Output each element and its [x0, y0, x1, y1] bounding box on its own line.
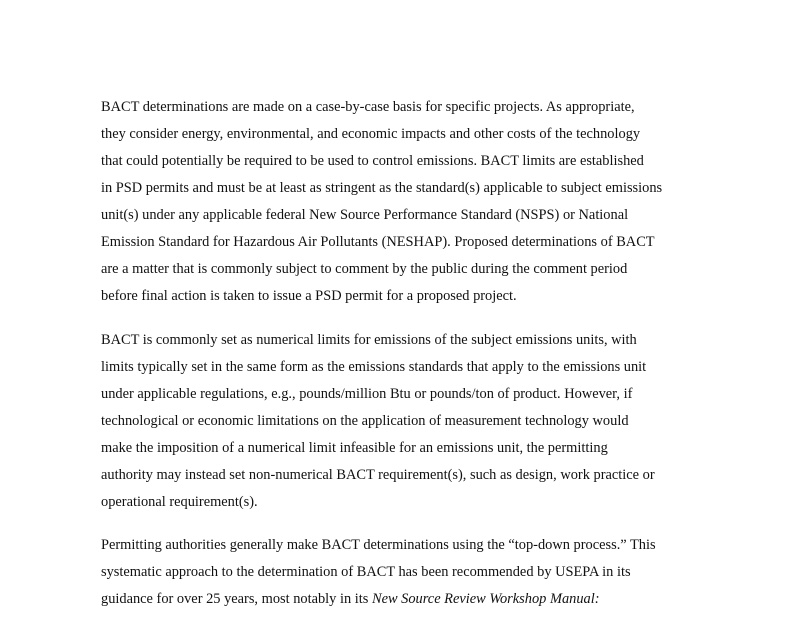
text-line: BACT determinations are made on a case-by-case basis for specific projects. As appropriate, [101, 99, 635, 115]
text-line: make the imposition of a numerical limit infeasible for an emissions unit, the permitting [101, 440, 608, 456]
manual-title: New Source Review Workshop Manual: [371, 591, 600, 607]
text-line: Permitting authorities generally make BACT determinations using the “top-down process.” This [101, 537, 656, 553]
text-line: unit(s) under any applicable federal New Source Performance Standard (NSPS) or National [101, 207, 629, 223]
text-line: in PSD permits and must be at least as stringent as the standard(s) applicable to subject emissions [101, 180, 663, 196]
text-line: technological or economic limitations on the application of measurement technology would [101, 413, 629, 429]
text-line: Emission Standard for Hazardous Air Pollutants (NESHAP). Proposed determinations of BACT [101, 234, 655, 250]
text-line: under applicable regulations, e.g., pounds/million Btu or pounds/ton of product. However, if [101, 386, 633, 402]
text-line: operational requirement(s). [101, 494, 258, 510]
text-line: limits typically set in the same form as the emissions standards that apply to the emissions unit [101, 359, 647, 375]
text-line: BACT is commonly set as numerical limits for emissions of the subject emissions units, with [101, 332, 637, 348]
text-line: authority may instead set non-numerical BACT requirement(s), such as design, work practice or [101, 467, 655, 483]
text-line: systematic approach to the determination of BACT has been recommended by USEPA in its [101, 564, 631, 580]
text-line: they consider energy, environmental, and economic impacts and other costs of the technology [101, 126, 641, 142]
text-line: are a matter that is commonly subject to comment by the public during the comment period [101, 261, 628, 277]
text-line [101, 590, 600, 608]
text-line: before final action is taken to issue a PSD permit for a proposed project. [101, 288, 517, 304]
text-span: guidance for over 25 years, most notably in its [101, 591, 372, 607]
text-line: that could potentially be required to be used to control emissions. BACT limits are established [101, 153, 644, 169]
